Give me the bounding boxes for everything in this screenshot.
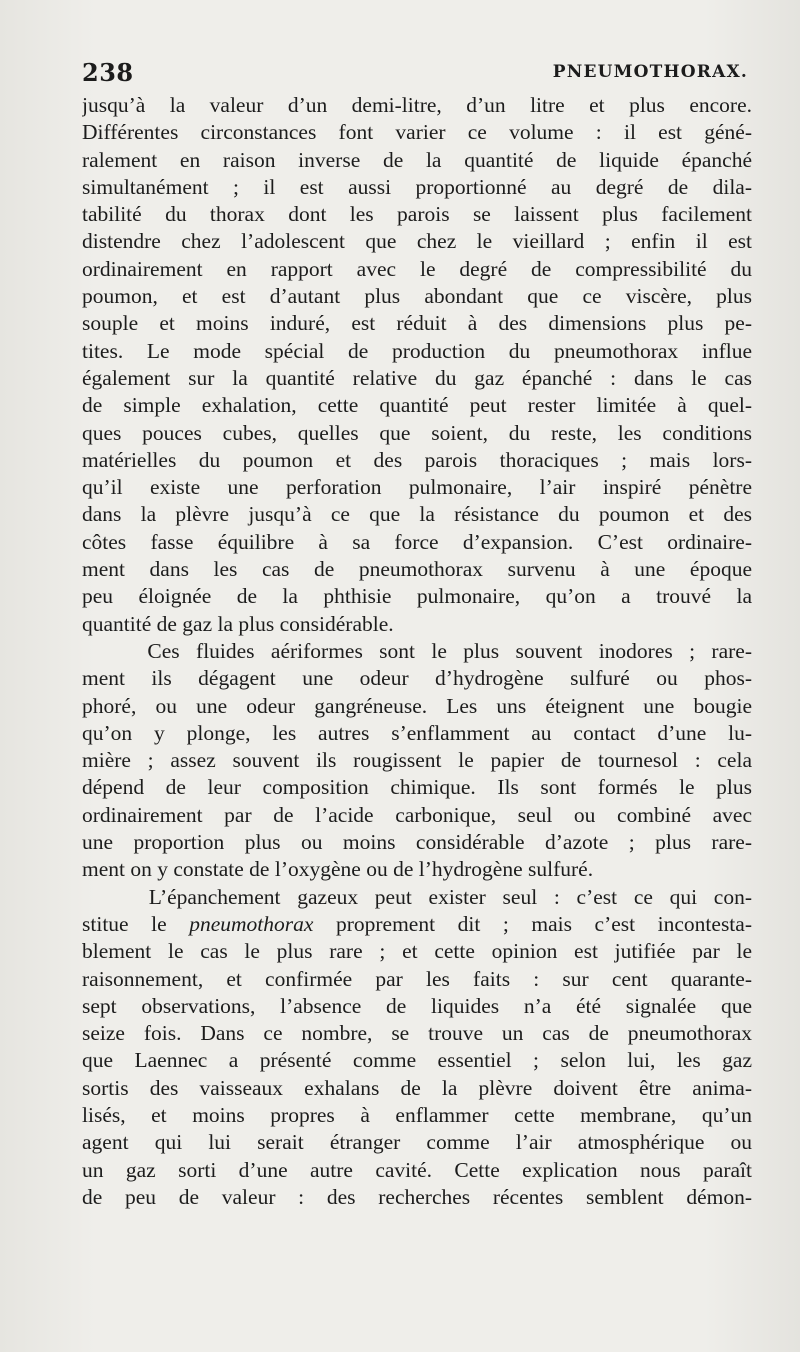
page-number: 238 (82, 58, 134, 87)
text-line: jusqu’à la valeur d’un demi-litre, d’un litre et plus encore. (82, 93, 752, 117)
text-line: tabilité du thorax dont les parois se laissent plus facilement (82, 202, 752, 227)
text-line: quantité de gaz la plus considérable. (82, 611, 394, 636)
text-line: souple et moins induré, est réduit à des dimensions plus pe- (82, 311, 752, 336)
text-line: que Laennec a présenté comme essentiel ; selon lui, les gaz (82, 1048, 752, 1073)
text-line: ment on y constate de l’oxygène ou de l’hydrogène sulfuré. (82, 857, 594, 882)
text-line: sortis des vaisseaux exhalans de la plèvre doivent être anima- (82, 1075, 752, 1100)
text-line: un gaz sorti d’une autre cavité. Cette explication nous paraît (82, 1157, 752, 1182)
text-line: également sur la quantité relative du gaz épanché : dans le cas (82, 365, 752, 390)
text-line: peu éloignée de la phthisie pulmonaire, qu’on a trouvé la (82, 584, 752, 609)
text-line: de peu de valeur : des recherches récentes semblent démon- (82, 1184, 752, 1209)
text-line: distendre chez l’adolescent que chez le vieillard ; enfin il est (82, 229, 752, 254)
text-line: seize fois. Dans ce nombre, se trouve un cas de pneumothorax (82, 1021, 752, 1046)
text-line: raisonnement, et confirmée par les faits : sur cent quarante- (82, 966, 752, 991)
text-line: ment ils dégagent une odeur d’hydrogène sulfuré ou phos- (82, 666, 752, 691)
text-line: ment dans les cas de pneumothorax survenu à une époque (82, 557, 752, 582)
text-line: mière ; assez souvent ils rougissent le papier de tournesol : cela (82, 748, 752, 773)
text-line: simultanément ; il est aussi proportionné au degré de dila- (82, 174, 752, 199)
text-line: poumon, et est d’autant plus abondant que ce viscère, plus (82, 284, 752, 309)
text-line: Ces fluides aériformes sont le plus souvent inodores ; rare- (82, 638, 752, 663)
text-line: Différentes circonstances font varier ce volume : il est géné- (82, 120, 752, 145)
text-line: lisés, et moins propres à enflammer cette membrane, qu’un (82, 1102, 752, 1127)
text-line: dépend de leur composition chimique. Ils sont formés le plus (82, 775, 752, 800)
text-line: matérielles du poumon et des parois thoraciques ; mais lors- (82, 447, 752, 472)
text-line: ordinairement en rapport avec le degré de compressibilité du (82, 256, 752, 281)
text-line: L’épanchement gazeux peut exister seul : c’est ce qui con- (82, 884, 752, 909)
body-text (82, 92, 752, 1211)
text-line: ques pouces cubes, quelles que soient, du reste, les conditions (82, 420, 752, 445)
text-line: blement le cas le plus rare ; et cette opinion est jutifiée par le (82, 939, 752, 964)
text-line: ralement en raison inverse de la quantité de liquide épanché (82, 147, 752, 172)
text-line: stitue le pneumothorax proprement dit ; mais c’est incontesta- (82, 911, 752, 936)
text-line: ordinairement par de l’acide carbonique, seul ou combiné avec (82, 802, 752, 827)
running-head (82, 58, 750, 90)
text-line: de simple exhalation, cette quantité peut rester limitée à quel- (82, 393, 752, 418)
text-line: sept observations, l’absence de liquides n’a été signalée que (82, 993, 752, 1018)
text-line: tites. Le mode spécial de production du pneumothorax influe (82, 338, 752, 363)
text-line: dans la plèvre jusqu’à ce que la résistance du poumon et des (82, 502, 752, 527)
text-line: phoré, ou une odeur gangréneuse. Les uns éteignent une bougie (82, 693, 752, 718)
text-line: qu’il existe une perforation pulmonaire, l’air inspiré pénètre (82, 475, 752, 500)
running-title: PNEUMOTHORAX. (552, 62, 748, 82)
text-line: agent qui lui serait étranger comme l’air atmosphérique ou (82, 1130, 752, 1155)
text-line: qu’on y plonge, les autres s’enflamment au contact d’une lu- (82, 720, 752, 745)
text-line: une proportion plus ou moins considérable d’azote ; plus rare- (82, 830, 752, 855)
text-line: côtes fasse équilibre à sa force d’expansion. C’est ordinaire- (82, 529, 752, 554)
